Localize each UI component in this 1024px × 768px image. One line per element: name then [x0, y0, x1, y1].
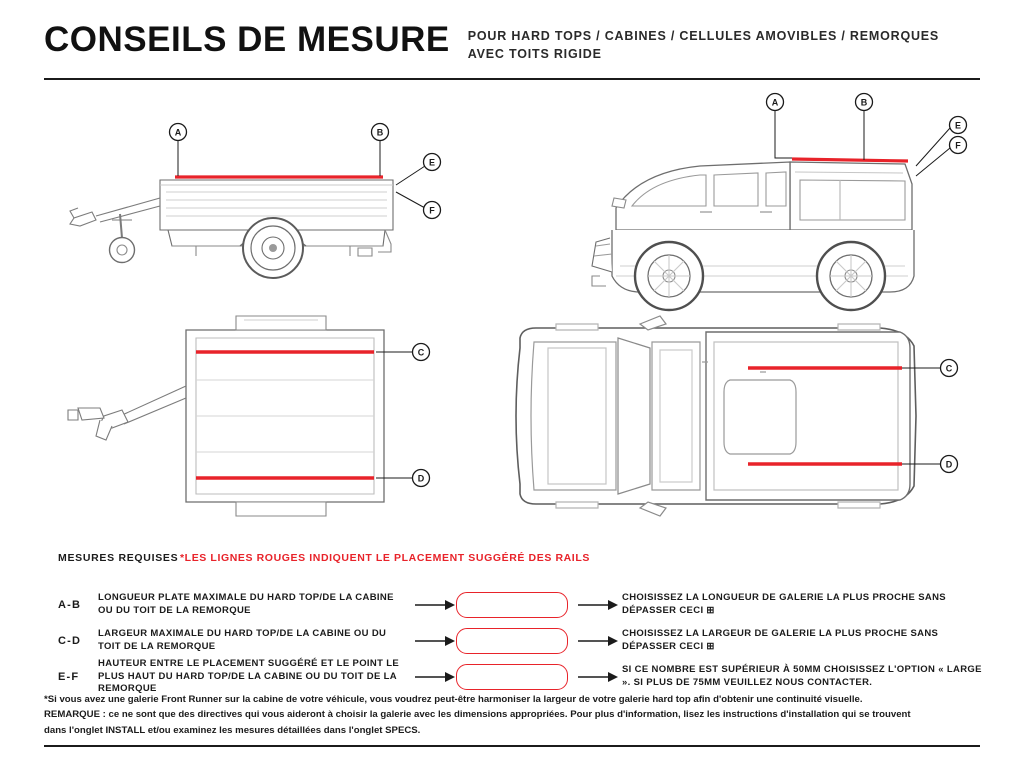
- measure-input-cd[interactable]: [456, 628, 568, 654]
- measure-row-ab: [0, 588, 1024, 622]
- callout-trailer-side-F: [424, 202, 441, 219]
- callout-trailer-side-E: [424, 154, 441, 171]
- page-subtitle-line1: POUR HARD TOPS / CABINES / CELLULES AMOVIBLES / REMORQUES: [467, 29, 940, 43]
- footnote-line-3: dans l'onglet INSTALL et/ou examinez les mesures détaillées dans l'onglet SPECS.: [44, 724, 421, 736]
- illustration-area: [0, 80, 1024, 530]
- footnote-line-2: REMARQUE : ce ne sont que des directives qui vous aideront à choisir la galerie avec les dimensions appropriées. Pour plus d'information, lisez les instructions d'installation qui se trouvent: [44, 709, 911, 721]
- arrow-right-icon: [415, 671, 455, 683]
- footer-divider: [44, 745, 980, 747]
- svg-text:E: E: [954, 120, 962, 131]
- svg-text:C: C: [945, 363, 953, 374]
- measure-code-cd: C-D: [58, 635, 82, 647]
- arrow-right-icon: [578, 635, 618, 647]
- callout-truck-top-C: [941, 360, 958, 377]
- page-subtitle-line2: AVEC TOITS RIGIDE: [467, 47, 602, 62]
- page-header: [44, 22, 980, 63]
- measures-heading: MESURES REQUISES: [58, 552, 179, 564]
- svg-text:E: E: [428, 157, 436, 168]
- callout-truck-side-A: [767, 94, 784, 111]
- measure-description-cd: LARGEUR MAXIMALE DU HARD TOP/DE LA CABINE OU DU TOIT DE LA REMORQUE: [98, 628, 387, 652]
- vehicle-diagrams: [0, 80, 1024, 530]
- truck-side-view: [592, 162, 914, 310]
- truck-top-view: [516, 316, 916, 516]
- page-subtitle: [468, 27, 939, 63]
- svg-text:D: D: [945, 459, 953, 470]
- arrow-right-icon: [578, 671, 618, 683]
- measure-row-ef: [0, 657, 1024, 695]
- measure-result-ef: SI CE NOMBRE EST SUPÉRIEUR À 50MM CHOISISSEZ L'OPTION « LARGE ». SI PLUS DE 75MM VEUILLEZ NOUS CONTACTER.: [622, 664, 982, 688]
- measure-result-ab: CHOISISSEZ LA LONGUEUR DE GALERIE LA PLUS PROCHE SANS DÉPASSER CECI ⊞: [622, 592, 946, 616]
- callout-trailer-top-D: [413, 470, 430, 487]
- callout-trailer-side-B: [372, 124, 389, 141]
- measures-note: *LES LIGNES ROUGES INDIQUENT LE PLACEMENT SUGGÉRÉ DES RAILS: [180, 552, 590, 564]
- callout-truck-side-E: [950, 117, 967, 134]
- trailer-top-view: [68, 316, 384, 516]
- measure-result-cd: CHOISISSEZ LA LARGEUR DE GALERIE LA PLUS PROCHE SANS DÉPASSER CECI ⊞: [622, 628, 939, 652]
- page-title: CONSEILS DE MESURE: [44, 20, 450, 59]
- callout-trailer-side-A: [170, 124, 187, 141]
- svg-text:B: B: [376, 127, 384, 138]
- callout-truck-side-F: [950, 137, 967, 154]
- svg-text:A: A: [771, 97, 779, 108]
- callout-truck-top-D: [941, 456, 958, 473]
- svg-text:B: B: [860, 97, 868, 108]
- measure-description-ef: HAUTEUR ENTRE LE PLACEMENT SUGGÉRÉ ET LE POINT LE PLUS HAUT DU HARD TOP/DE LA CABINE OU DU TOIT DE LA REMORQUE: [98, 657, 400, 695]
- arrow-right-icon: [578, 599, 618, 611]
- callout-truck-side-B: [856, 94, 873, 111]
- svg-text:F: F: [429, 205, 435, 216]
- svg-text:C: C: [417, 347, 425, 358]
- arrow-right-icon: [415, 635, 455, 647]
- footnote: [44, 692, 974, 738]
- footnote-line-1: *Si vous avez une galerie Front Runner sur la cabine de votre véhicule, vous voudrez peut-être harmoniser la largeur de votre galerie hard top afin d'obtenir une continuité visuelle.: [44, 694, 863, 705]
- trailer-side-view: [70, 180, 393, 278]
- measure-code-ef: E-F: [58, 671, 80, 683]
- measure-code-ab: A-B: [58, 599, 82, 611]
- arrow-right-icon: [415, 599, 455, 611]
- svg-text:A: A: [174, 127, 182, 138]
- svg-text:D: D: [417, 473, 425, 484]
- truck-side-rail-line: [792, 159, 908, 161]
- svg-text:F: F: [955, 140, 961, 151]
- measure-input-ef[interactable]: [456, 664, 568, 690]
- measure-row-cd: [0, 624, 1024, 658]
- measure-input-ab[interactable]: [456, 592, 568, 618]
- measure-description-ab: LONGUEUR PLATE MAXIMALE DU HARD TOP/DE LA CABINE OU DU TOIT DE LA REMORQUE: [98, 592, 394, 616]
- callout-trailer-top-C: [413, 344, 430, 361]
